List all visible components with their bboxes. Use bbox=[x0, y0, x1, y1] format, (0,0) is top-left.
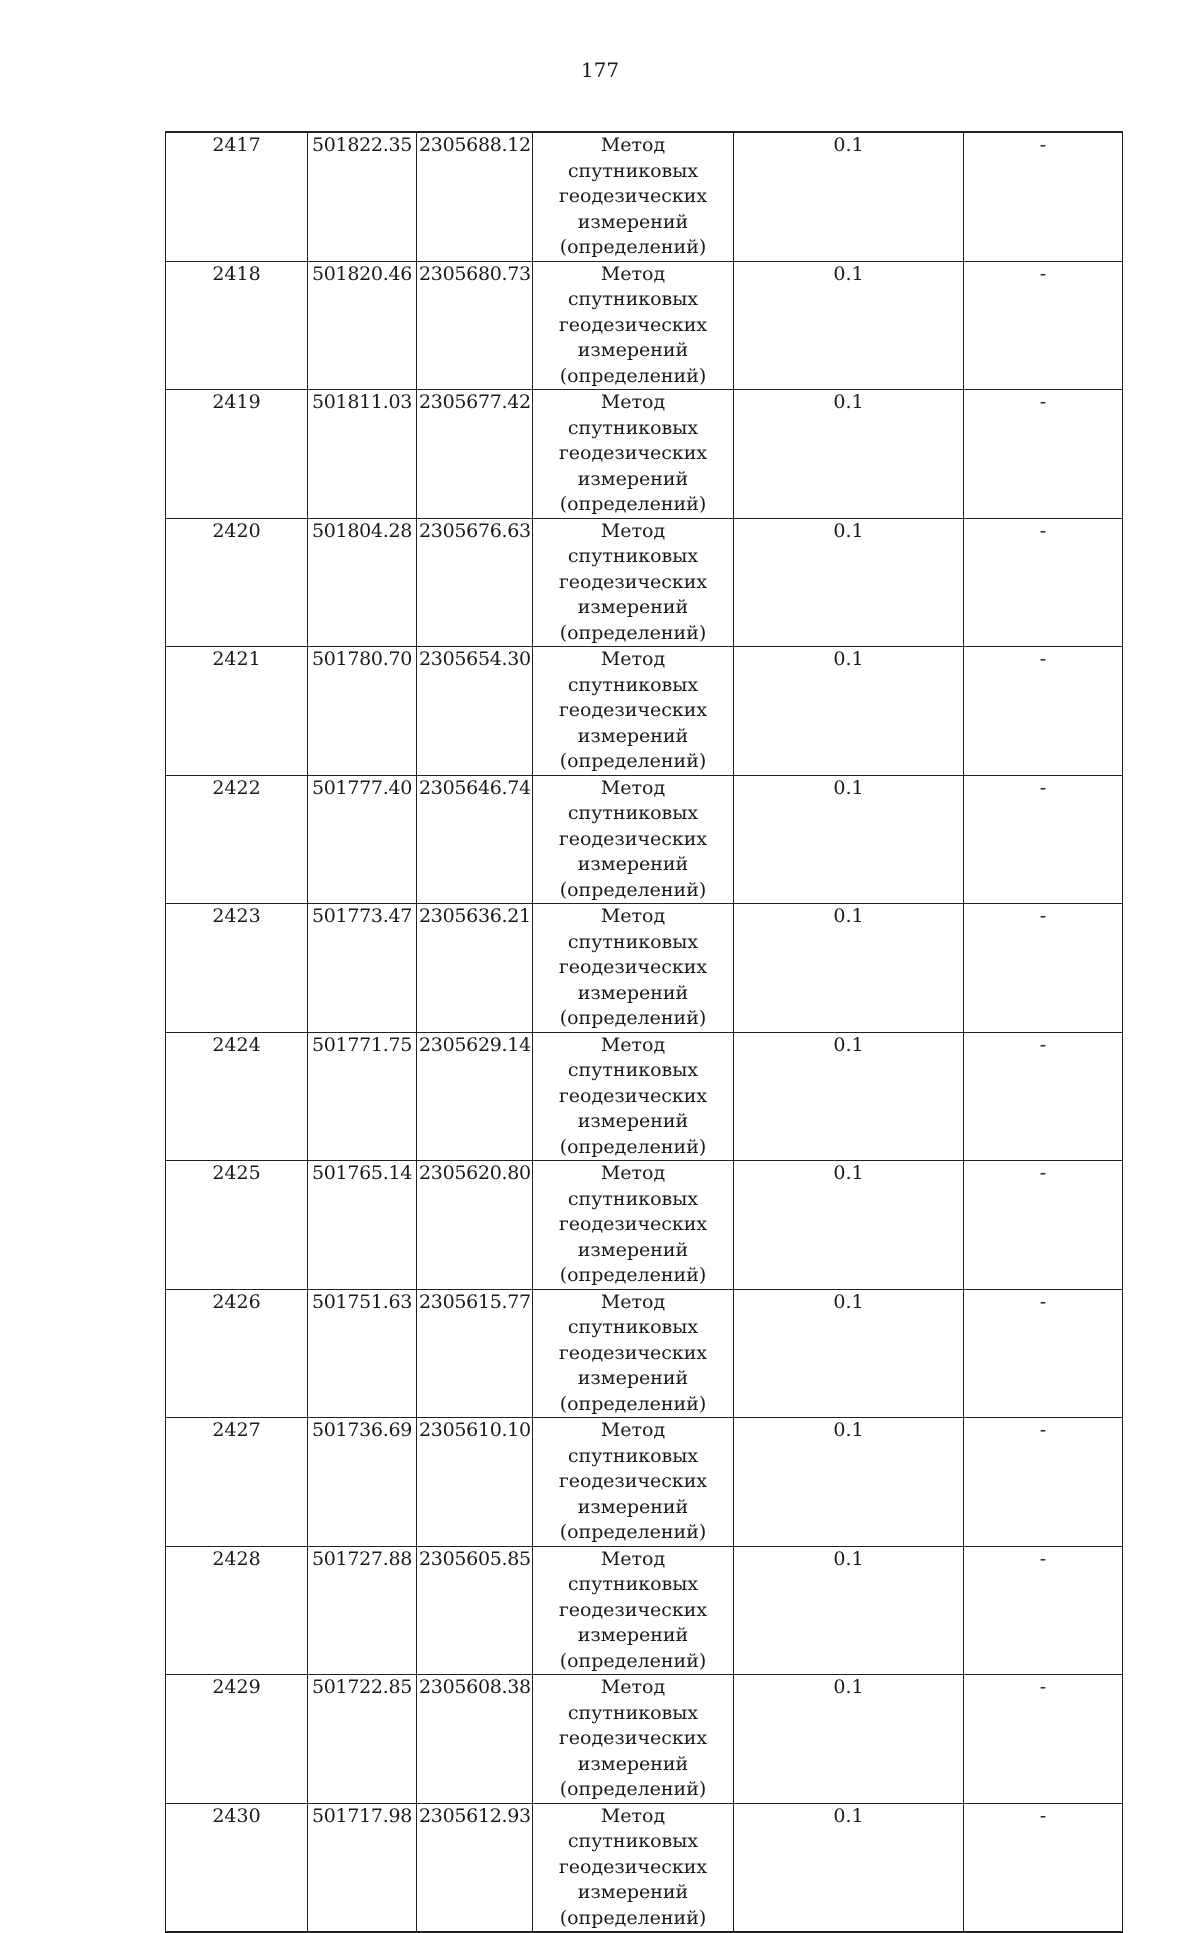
y-coordinate-cell: 2305646.74 bbox=[417, 775, 533, 904]
method-cell bbox=[533, 518, 734, 647]
method-line: (определений) bbox=[559, 1521, 707, 1543]
point-number-cell: 2429 bbox=[166, 1675, 308, 1804]
method-cell bbox=[533, 1803, 734, 1932]
method-cell bbox=[533, 1161, 734, 1290]
accuracy-cell: 0.1 bbox=[734, 132, 964, 261]
accuracy-cell: 0.1 bbox=[734, 1289, 964, 1418]
coordinates-table bbox=[165, 131, 1123, 1933]
method-cell bbox=[533, 1418, 734, 1547]
point-number-cell: 2420 bbox=[166, 518, 308, 647]
accuracy-cell: 0.1 bbox=[734, 1032, 964, 1161]
method-line: Метод спутниковых bbox=[567, 1676, 699, 1724]
note-cell: - bbox=[964, 261, 1123, 390]
method-cell bbox=[533, 132, 734, 261]
x-coordinate-cell: 501751.63 bbox=[308, 1289, 417, 1418]
method-line: Метод спутниковых bbox=[567, 905, 699, 953]
table-body bbox=[166, 132, 1123, 1932]
method-line: измерений bbox=[577, 981, 689, 1004]
method-line: геодезических bbox=[558, 1341, 708, 1364]
x-coordinate-cell: 501717.98 bbox=[308, 1803, 417, 1932]
method-line: геодезических bbox=[558, 1598, 708, 1621]
table-row bbox=[166, 1032, 1123, 1161]
y-coordinate-cell: 2305620.80 bbox=[417, 1161, 533, 1290]
point-number-cell: 2418 bbox=[166, 261, 308, 390]
accuracy-cell: 0.1 bbox=[734, 775, 964, 904]
method-cell bbox=[533, 775, 734, 904]
note-cell: - bbox=[964, 1289, 1123, 1418]
x-coordinate-cell: 501780.70 bbox=[308, 647, 417, 776]
method-line: Метод спутниковых bbox=[567, 391, 699, 439]
x-coordinate-cell: 501777.40 bbox=[308, 775, 417, 904]
method-line: (определений) bbox=[559, 364, 707, 387]
point-number-cell: 2430 bbox=[166, 1803, 308, 1932]
point-number-cell: 2423 bbox=[166, 904, 308, 1033]
point-number-cell: 2422 bbox=[166, 775, 308, 904]
y-coordinate-cell: 2305688.12 bbox=[417, 132, 533, 261]
note-cell: - bbox=[964, 390, 1123, 519]
accuracy-cell: 0.1 bbox=[734, 904, 964, 1033]
y-coordinate-cell: 2305636.21 bbox=[417, 904, 533, 1033]
method-cell bbox=[533, 1289, 734, 1418]
method-line: Метод спутниковых bbox=[567, 1547, 699, 1595]
table-row bbox=[166, 1803, 1123, 1932]
method-line: (определений) bbox=[559, 1778, 707, 1800]
note-cell: - bbox=[964, 647, 1123, 776]
method-line: Метод спутниковых bbox=[567, 1804, 699, 1852]
page-number: 177 bbox=[580, 58, 620, 82]
accuracy-cell: 0.1 bbox=[734, 1803, 964, 1932]
accuracy-cell: 0.1 bbox=[734, 261, 964, 390]
table-row bbox=[166, 1418, 1123, 1547]
method-line: геодезических bbox=[558, 1727, 708, 1749]
method-cell bbox=[533, 647, 734, 776]
method-line: геодезических bbox=[558, 956, 708, 978]
method-line: (определений) bbox=[559, 1007, 707, 1029]
method-line: (определений) bbox=[559, 1392, 707, 1415]
note-cell: - bbox=[964, 904, 1123, 1033]
method-line: Метод спутниковых bbox=[567, 776, 699, 824]
accuracy-cell: 0.1 bbox=[734, 1546, 964, 1675]
method-cell bbox=[533, 261, 734, 390]
point-number-cell: 2421 bbox=[166, 647, 308, 776]
method-line: геодезических bbox=[558, 570, 708, 593]
accuracy-cell: 0.1 bbox=[734, 1418, 964, 1547]
y-coordinate-cell: 2305629.14 bbox=[417, 1032, 533, 1161]
accuracy-cell: 0.1 bbox=[734, 390, 964, 519]
table-row bbox=[166, 1546, 1123, 1675]
y-coordinate-cell: 2305677.42 bbox=[417, 390, 533, 519]
table-row bbox=[166, 647, 1123, 776]
x-coordinate-cell: 501765.14 bbox=[308, 1161, 417, 1290]
table-row bbox=[166, 1675, 1123, 1804]
method-line: измерений bbox=[577, 1110, 689, 1132]
x-coordinate-cell: 501773.47 bbox=[308, 904, 417, 1033]
method-line: Метод спутниковых bbox=[567, 1033, 699, 1081]
method-cell bbox=[533, 390, 734, 519]
x-coordinate-cell: 501722.85 bbox=[308, 1675, 417, 1804]
table-row bbox=[166, 261, 1123, 390]
method-line: Метод спутниковых bbox=[567, 134, 699, 182]
method-line: геодезических bbox=[558, 1855, 708, 1878]
table-row bbox=[166, 390, 1123, 519]
note-cell: - bbox=[964, 1418, 1123, 1547]
accuracy-cell: 0.1 bbox=[734, 647, 964, 776]
method-cell bbox=[533, 1675, 734, 1804]
point-number-cell: 2419 bbox=[166, 390, 308, 519]
accuracy-cell: 0.1 bbox=[734, 518, 964, 647]
note-cell: - bbox=[964, 1032, 1123, 1161]
note-cell: - bbox=[964, 1675, 1123, 1804]
note-cell: - bbox=[964, 518, 1123, 647]
method-line: измерений bbox=[577, 210, 689, 233]
method-line: Метод спутниковых bbox=[567, 262, 699, 310]
x-coordinate-cell: 501736.69 bbox=[308, 1418, 417, 1547]
x-coordinate-cell: 501822.35 bbox=[308, 132, 417, 261]
y-coordinate-cell: 2305608.38 bbox=[417, 1675, 533, 1804]
x-coordinate-cell: 501811.03 bbox=[308, 390, 417, 519]
accuracy-cell: 0.1 bbox=[734, 1675, 964, 1804]
x-coordinate-cell: 501727.88 bbox=[308, 1546, 417, 1675]
method-line: (определений) bbox=[559, 493, 707, 515]
method-line: измерений bbox=[577, 339, 689, 361]
note-cell: - bbox=[964, 1546, 1123, 1675]
method-line: измерений bbox=[577, 724, 689, 747]
method-line: геодезических bbox=[558, 442, 708, 464]
y-coordinate-cell: 2305615.77 bbox=[417, 1289, 533, 1418]
x-coordinate-cell: 501820.46 bbox=[308, 261, 417, 390]
note-cell: - bbox=[964, 775, 1123, 904]
method-line: измерений bbox=[577, 596, 689, 618]
table-row bbox=[166, 904, 1123, 1033]
method-line: измерений bbox=[577, 1624, 689, 1646]
method-line: измерений bbox=[577, 1495, 689, 1518]
method-line: (определений) bbox=[559, 1906, 707, 1929]
method-line: геодезических bbox=[558, 313, 708, 336]
method-line: измерений bbox=[577, 853, 689, 875]
method-line: геодезических bbox=[558, 1213, 708, 1235]
method-line: (определений) bbox=[559, 878, 707, 901]
method-cell bbox=[533, 904, 734, 1033]
method-line: измерений bbox=[577, 1752, 689, 1775]
y-coordinate-cell: 2305676.63 bbox=[417, 518, 533, 647]
x-coordinate-cell: 501804.28 bbox=[308, 518, 417, 647]
method-line: Метод спутниковых bbox=[567, 519, 699, 567]
method-line: геодезических bbox=[558, 699, 708, 721]
method-line: геодезических bbox=[558, 185, 708, 207]
method-line: Метод спутниковых bbox=[567, 1290, 699, 1338]
method-line: Метод спутниковых bbox=[567, 648, 699, 696]
method-line: (определений) bbox=[559, 1649, 707, 1672]
table-row bbox=[166, 518, 1123, 647]
note-cell: - bbox=[964, 1803, 1123, 1932]
method-line: (определений) bbox=[559, 750, 707, 772]
method-line: (определений) bbox=[559, 236, 707, 258]
table-row bbox=[166, 1161, 1123, 1290]
method-line: (определений) bbox=[559, 1264, 707, 1286]
method-cell bbox=[533, 1032, 734, 1161]
method-cell bbox=[533, 1546, 734, 1675]
accuracy-cell: 0.1 bbox=[734, 1161, 964, 1290]
y-coordinate-cell: 2305605.85 bbox=[417, 1546, 533, 1675]
point-number-cell: 2427 bbox=[166, 1418, 308, 1547]
y-coordinate-cell: 2305680.73 bbox=[417, 261, 533, 390]
x-coordinate-cell: 501771.75 bbox=[308, 1032, 417, 1161]
y-coordinate-cell: 2305612.93 bbox=[417, 1803, 533, 1932]
table-row bbox=[166, 775, 1123, 904]
method-line: измерений bbox=[577, 1367, 689, 1389]
method-line: измерений bbox=[577, 467, 689, 490]
y-coordinate-cell: 2305610.10 bbox=[417, 1418, 533, 1547]
method-line: (определений) bbox=[559, 1135, 707, 1158]
method-line: (определений) bbox=[559, 621, 707, 644]
method-line: Метод спутниковых bbox=[567, 1419, 699, 1467]
point-number-cell: 2426 bbox=[166, 1289, 308, 1418]
point-number-cell: 2428 bbox=[166, 1546, 308, 1675]
method-line: Метод спутниковых bbox=[567, 1162, 699, 1210]
note-cell: - bbox=[964, 132, 1123, 261]
method-line: измерений bbox=[577, 1238, 689, 1261]
method-line: геодезических bbox=[558, 1470, 708, 1492]
note-cell: - bbox=[964, 1161, 1123, 1290]
method-line: измерений bbox=[577, 1881, 689, 1903]
y-coordinate-cell: 2305654.30 bbox=[417, 647, 533, 776]
table-row bbox=[166, 132, 1123, 261]
point-number-cell: 2424 bbox=[166, 1032, 308, 1161]
point-number-cell: 2417 bbox=[166, 132, 308, 261]
table-row bbox=[166, 1289, 1123, 1418]
point-number-cell: 2425 bbox=[166, 1161, 308, 1290]
method-line: геодезических bbox=[558, 827, 708, 850]
method-line: геодезических bbox=[558, 1084, 708, 1107]
